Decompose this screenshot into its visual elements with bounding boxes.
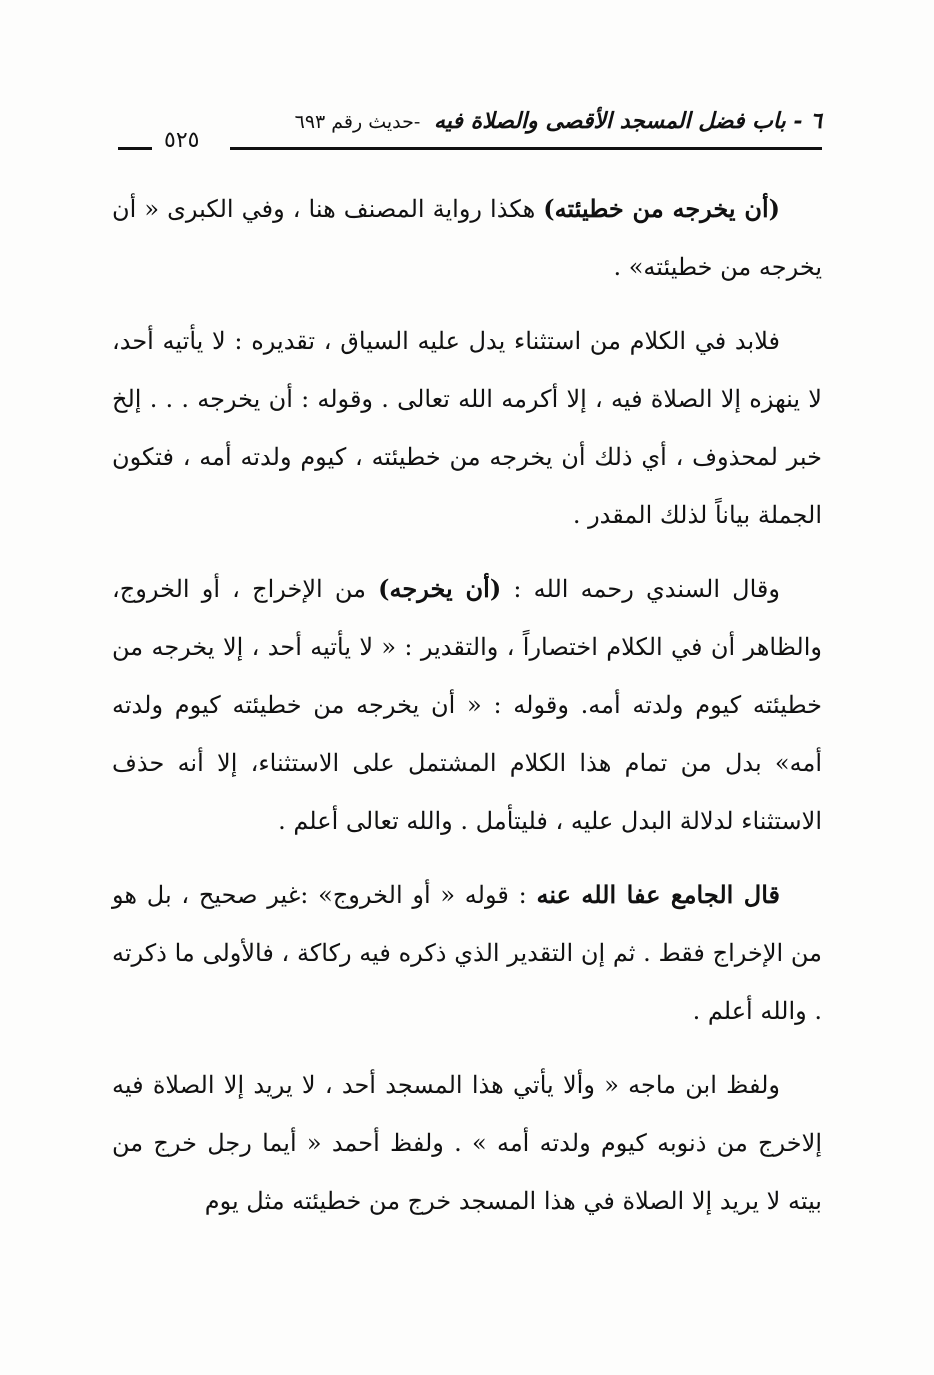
hadith-reference: -حديث رقم ٦٩٣ (294, 111, 421, 133)
paragraph-3 (112, 560, 822, 850)
page-number: ٥٢٥ (164, 128, 200, 153)
chapter-title (295, 108, 822, 134)
paragraph-4-text: : قوله « أو الخروج» :غير صحيح ، بل هو من الإخراج فقط . ثم إن التقدير الذي ذكره فيه ركاكة ، فالأولى ما ذكرته . والله أعلم . (112, 881, 822, 1025)
page-number-dash (118, 147, 152, 150)
paragraph-3-text: من الإخراج ، أو الخروج، والظاهر أن في الكلام اختصاراً ، والتقدير : « لا يأتيه أحد ، إلا يخرجه من خطيئته كيوم ولدته أمه. وقوله : « أن يخرجه من خطيئته كيوم ولدته أمه» بدل من تمام هذا الكلام المشتمل على الاستثناء، إلا أنه حذف الاستثناء لدلالة البدل عليه ، فليتأمل . والله تعالى أعلم . (112, 575, 822, 835)
paragraph-1 (112, 180, 822, 296)
paragraph-4-bold-lead: قال الجامع عفا الله عنه (536, 880, 780, 909)
paragraph-5 (112, 1056, 822, 1230)
paragraph-1-text: هكذا رواية المصنف هنا ، وفي الكبرى « أن يخرجه من خطيئته» . (112, 195, 822, 281)
paragraph-3-text-before: وقال السندي رحمه الله : (501, 575, 780, 603)
paragraph-3-bold-mid: (أن يخرجه) (378, 574, 502, 603)
running-header (118, 108, 822, 158)
page-body (112, 180, 822, 1246)
paragraph-2-text: فلابد في الكلام من استثناء يدل عليه السياق ، تقديره : لا يأتيه أحد، لا ينهزه إلا الصلاة فيه ، إلا أكرمه الله تعالى . وقوله : أن يخرجه . . . إلخ خبر لمحذوف ، أي ذلك أن يخرجه من خطيئته ، كيوم ولدته أمه ، فتكون الجملة بياناً لذلك المقدر . (112, 327, 822, 529)
paragraph-2 (112, 312, 822, 544)
paragraph-4 (112, 866, 822, 1040)
chapter-title-text: ٦ - باب فضل المسجد الأقصى والصلاة فيه (434, 108, 822, 134)
paragraph-5-text: ولفظ ابن ماجه « وألا يأتي هذا المسجد أحد ، لا يريد إلا الصلاة فيه إلاخرج من ذنوبه كيوم ولدته أمه » . ولفظ أحمد « أيما رجل خرج من بيته لا يريد إلا الصلاة في هذا المسجد خرج من خطيئته مثل يوم (112, 1071, 822, 1215)
header-rule (230, 147, 822, 150)
paragraph-1-bold-lead: (أن يخرجه من خطيئته) (543, 194, 780, 223)
